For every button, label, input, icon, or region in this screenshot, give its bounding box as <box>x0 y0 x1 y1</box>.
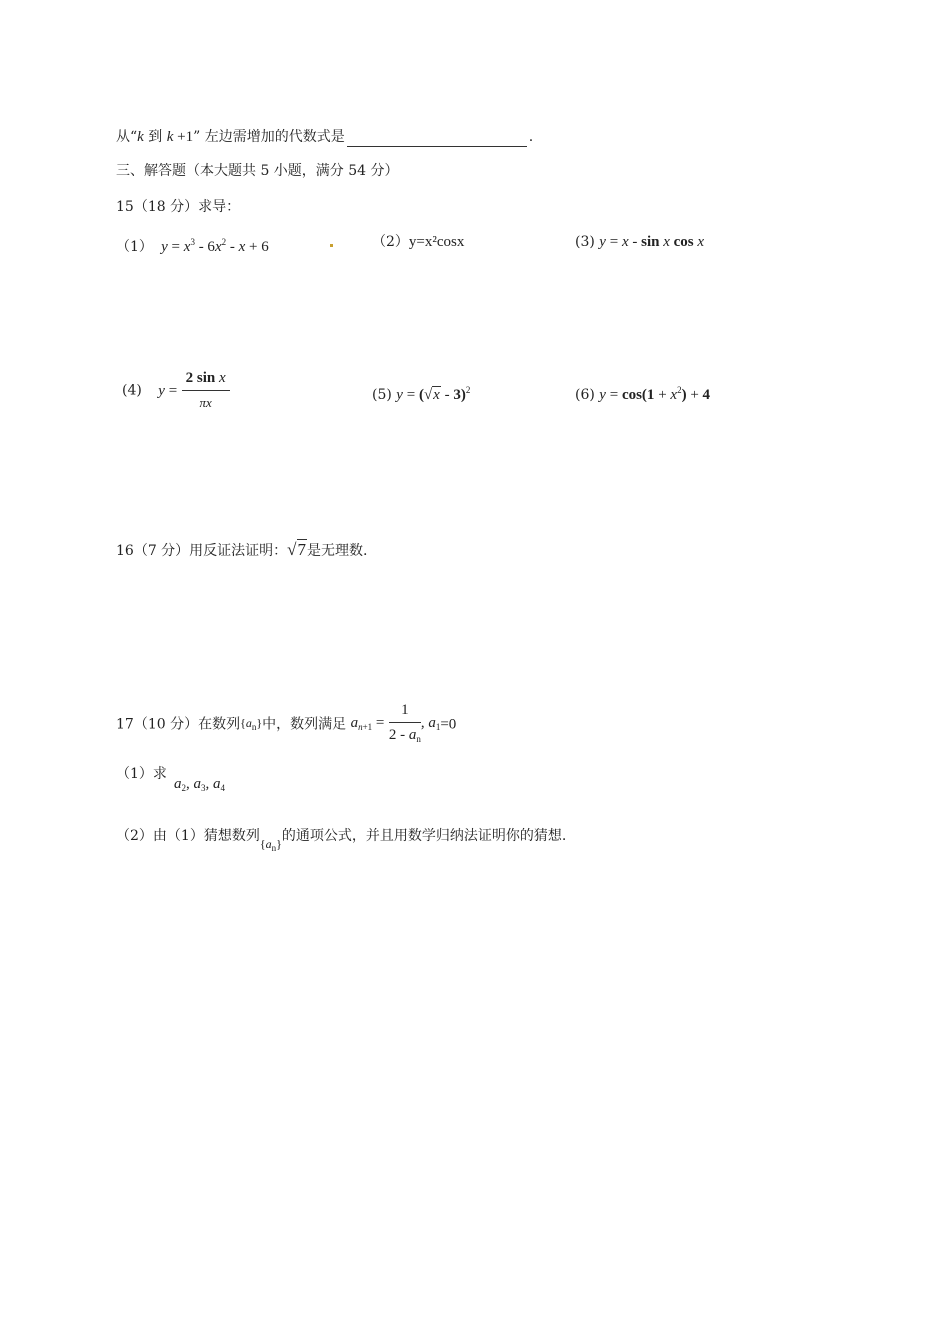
terms-a2-a3-a4: $a_2$, $a_3$, $a_4$ <box>174 776 225 793</box>
item-2: （2）y=x²cosx <box>372 234 465 250</box>
formula-4: y = <box>158 382 178 399</box>
formula-1: $y = x^3 - 6x^2 - x + 6$ <box>161 237 269 255</box>
question-17: 17（10 分）在数列$\{a_n\}$中，数列满足 $a_{n+1}$ = $\frac{1}{2 - a_n}$ , $a_1=0$ <box>116 700 456 749</box>
question-15: 15（18 分）求导： <box>116 199 241 215</box>
question-16: 16（7 分）用反证法证明：√7是无理数. <box>116 540 368 559</box>
question-17-part-2: （2）由（1）猜想数列$\{a_n\}$的通项公式，并且用数学归纳法证明你的猜想. <box>116 828 567 853</box>
sequence-an: $\{a_n\}$ <box>240 715 263 732</box>
item-3: (3) y = x - sin x cos x <box>575 234 705 250</box>
question-17-part-1: （1）求 <box>116 766 167 782</box>
recurrence-formula: $a_{n+1}$ = <box>350 714 385 732</box>
item-6: (6) $y = \cos(1 + x^2) + 4$ <box>575 385 711 403</box>
sequence-an-2: $\{a_n\}$ <box>259 837 282 853</box>
answer-blank <box>347 132 527 147</box>
formula-6: $y = \cos(1 + x^2) + 4$ <box>599 385 711 403</box>
fraction-4: $\frac{\text{2 sin x}}{\pi x}$ <box>182 368 230 413</box>
fill-in-line: 从“k 到 k +1” 左边需增加的代数式是 . <box>116 129 534 145</box>
sqrt-7: √7 <box>287 540 307 559</box>
recurrence-fraction: $\frac{1}{2 - a_n}$ <box>388 702 421 744</box>
formula-3: y = x - sin x cos x <box>599 234 705 250</box>
item-1: （1） $y = x^3 - 6x^2 - x + 6$ <box>116 237 269 255</box>
formula-5: y = (√x - 3)$^2$ <box>396 385 471 403</box>
section-heading: 三、解答题（本大题共 5 小题，满分 54 分） <box>116 163 399 179</box>
item-5: (5) y = (√x - 3)$^2$ <box>372 385 471 403</box>
stray-dot <box>330 244 333 247</box>
item-4: (4) y = $\frac{\text{2 sin x}}{\pi x}$ <box>122 368 230 413</box>
